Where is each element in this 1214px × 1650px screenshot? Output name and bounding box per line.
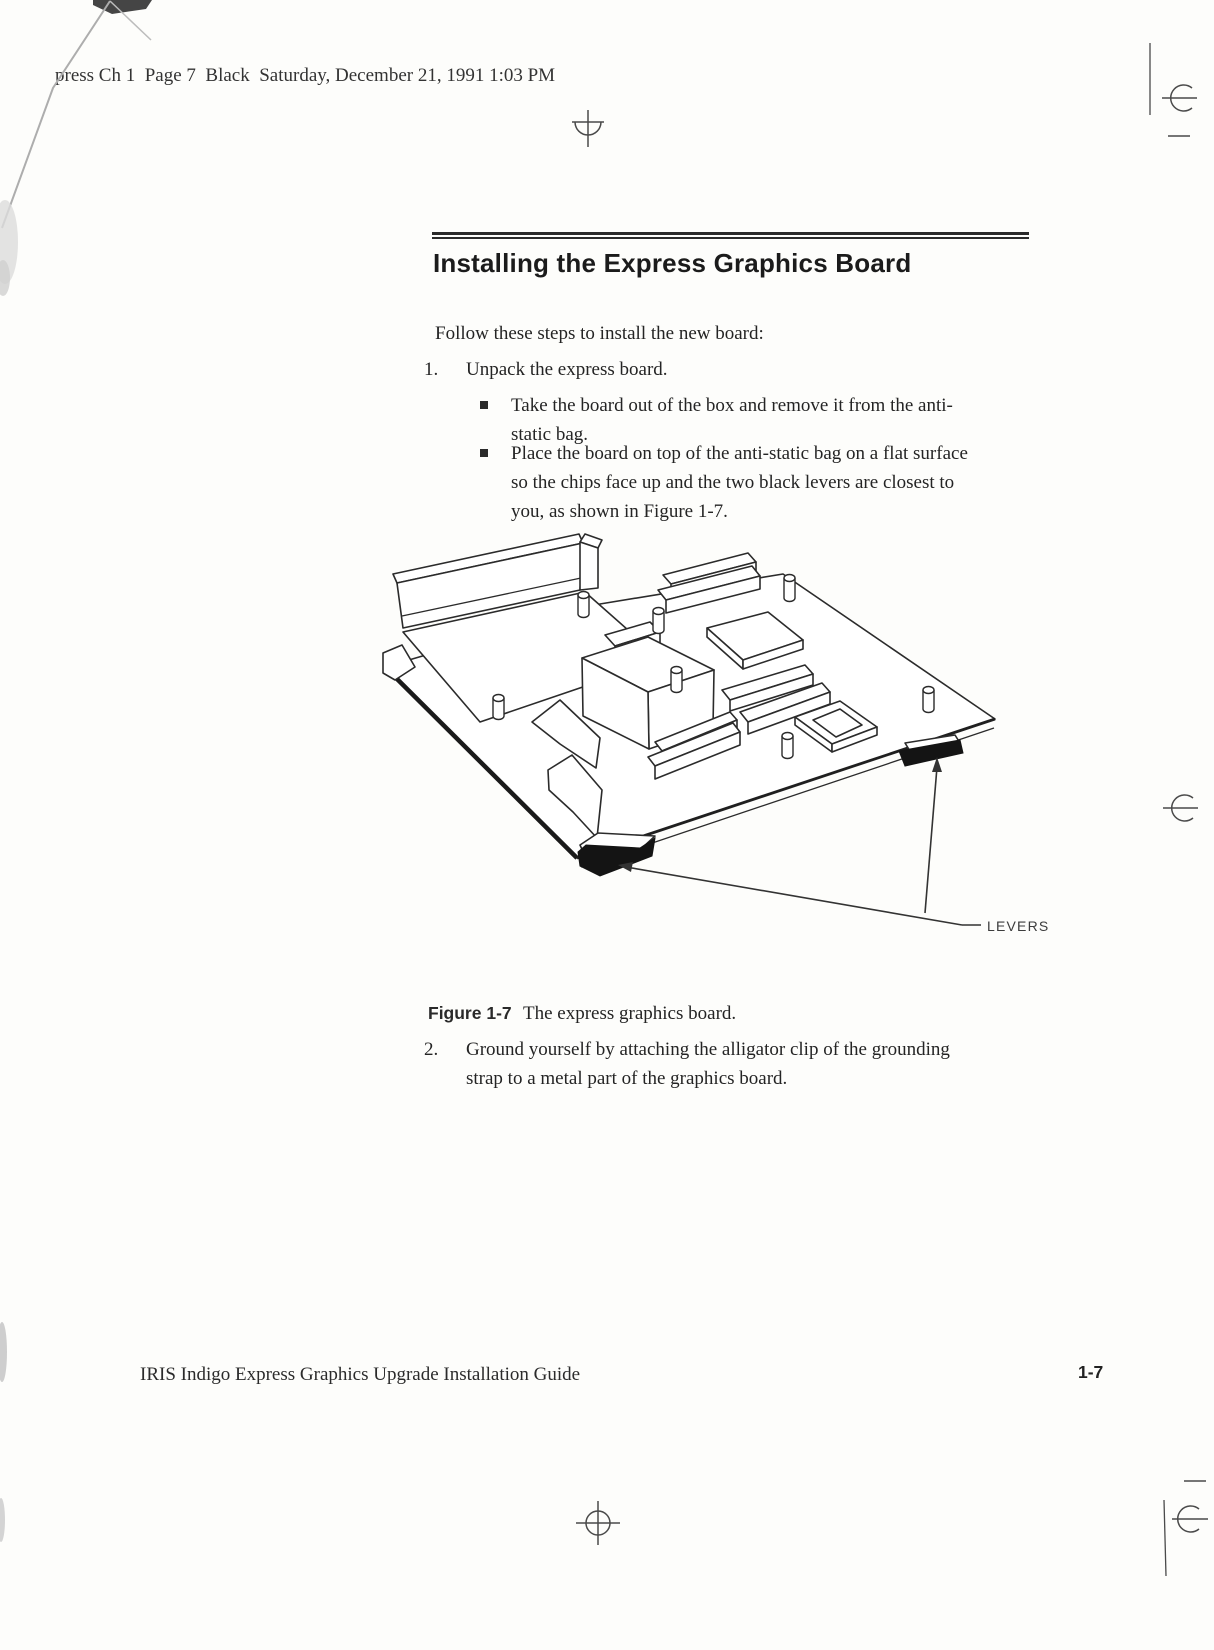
step2-number: 2. [424, 1039, 439, 1060]
registration-mark-mid-right-icon [1163, 795, 1198, 821]
registration-mark-top-icon [572, 110, 604, 147]
figure-caption: The express graphics board. [523, 1003, 737, 1024]
print-job-header: press Ch 1 Page 7 Black Saturday, December 21, 1991 1:03 PM [55, 65, 556, 86]
figure-express-graphics-board [350, 495, 1070, 965]
bullet-square-icon [480, 449, 488, 457]
section-rule [432, 232, 1029, 239]
bullet1-line2: static bag. [511, 424, 589, 445]
registration-mark-bottom-right-icon [1164, 1481, 1208, 1576]
registration-mark-bottom-center-icon [576, 1501, 620, 1545]
intro-text: Follow these steps to install the new board: [435, 323, 764, 344]
bullet2-line3: you, as shown in Figure 1-7. [511, 501, 728, 522]
section-rule-bottom [432, 237, 1029, 239]
figure-label: Figure 1-7 [428, 1003, 512, 1023]
step2-line1: Ground yourself by attaching the alligator clip of the grounding [466, 1039, 950, 1060]
bracket-end-block [580, 542, 598, 590]
bullet1-line1: Take the board out of the box and remove it from the anti- [511, 395, 953, 416]
bullet-square-icon [480, 401, 488, 409]
page-fold-artifact [0, 0, 152, 1542]
footer-page-number: 1-7 [1078, 1362, 1104, 1382]
bullet2-line2: so the chips face up and the two black levers are closest to [511, 472, 955, 493]
step1-text: Unpack the express board. [466, 359, 668, 380]
levers-callout-label: LEVERS [987, 918, 1050, 934]
step2-line2: strap to a metal part of the graphics board. [466, 1068, 788, 1089]
footer-book-title: IRIS Indigo Express Graphics Upgrade Installation Guide [140, 1364, 581, 1385]
circuit-board-illustration [350, 495, 1070, 965]
section-title: Installing the Express Graphics Board [433, 248, 912, 278]
bullet2-line1: Place the board on top of the anti-static bag on a flat surface [511, 443, 968, 464]
step1-number: 1. [424, 359, 439, 380]
section-rule-top [432, 232, 1029, 235]
registration-mark-top-right-icon [1150, 43, 1197, 136]
